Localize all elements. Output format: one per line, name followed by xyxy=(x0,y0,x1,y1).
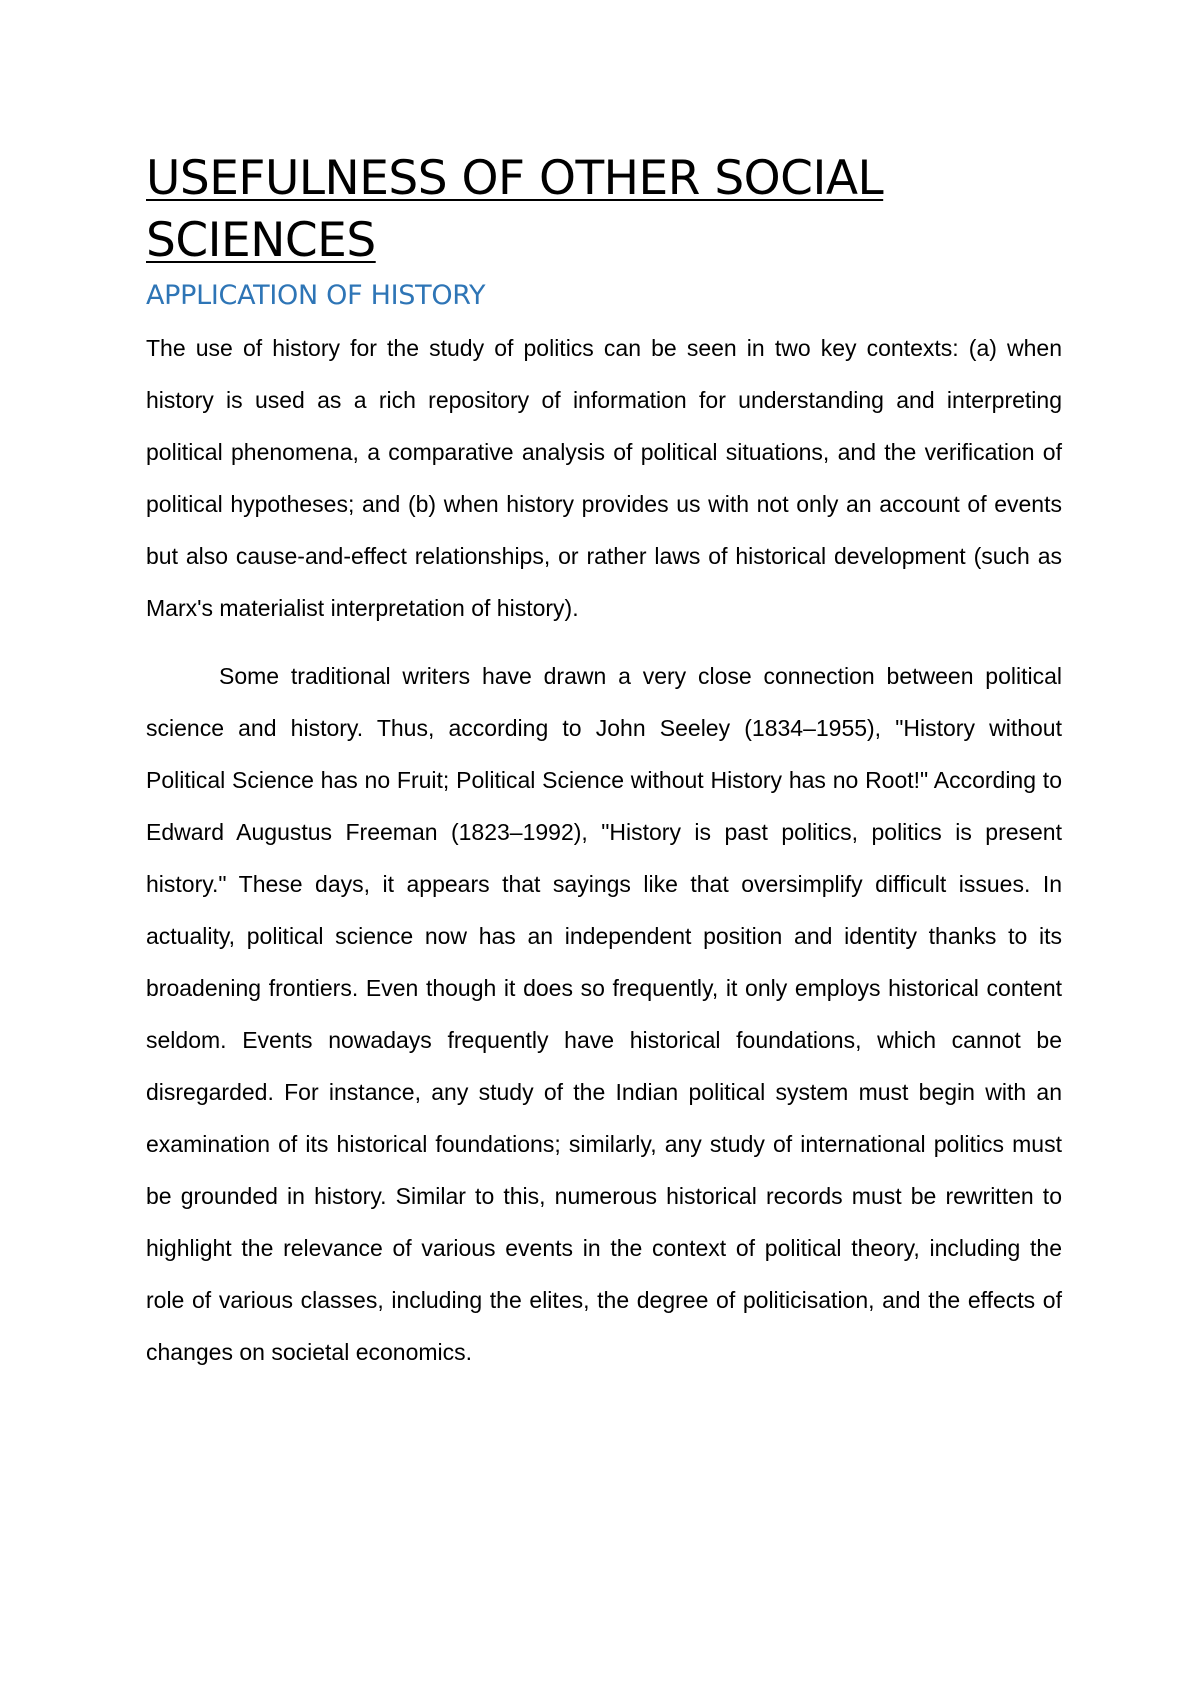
paragraph-2: Some traditional writers have drawn a very close connection between political science and history. Thus, according to John Seeley (1834–1955), "History without Political Science has no Fruit; Political Science without History has no Root!" According to Edward Augustus Freeman (1823–1992), "History is past politics, politics is present history." These days, it appears that sayings like that oversimplify difficult issues. In actuality, political science now has an independent position and identity thanks to its broadening frontiers. Even though it does so frequently, it only employs historical content seldom. Events nowadays frequently have historical foundations, which cannot be disregarded. For instance, any study of the Indian political system must begin with an examination of its historical foundations; similarly, any study of international politics must be grounded in history. Similar to this, numerous historical records must be rewritten to highlight the relevance of various events in the context of political theory, including the role of various classes, including the elites, the degree of politicisation, and the effects of changes on societal economics. xyxy=(146,663,1062,1365)
paragraph-1: The use of history for the study of politics can be seen in two key contexts: (a) when history is used as a rich repository of information for understanding and interpreting political phenomena, a comparative analysis of political situations, and the verification of political hypotheses; and (b) when history provides us with not only an account of events but also cause-and-effect relationships, or rather laws of historical development (such as Marx's materialist interpretation of history). xyxy=(146,335,1062,621)
document-body xyxy=(146,148,1062,1378)
section-heading: APPLICATION OF HISTORY xyxy=(146,280,486,311)
document-title: USEFULNESS OF OTHER SOCIAL SCIENCES xyxy=(146,151,884,268)
